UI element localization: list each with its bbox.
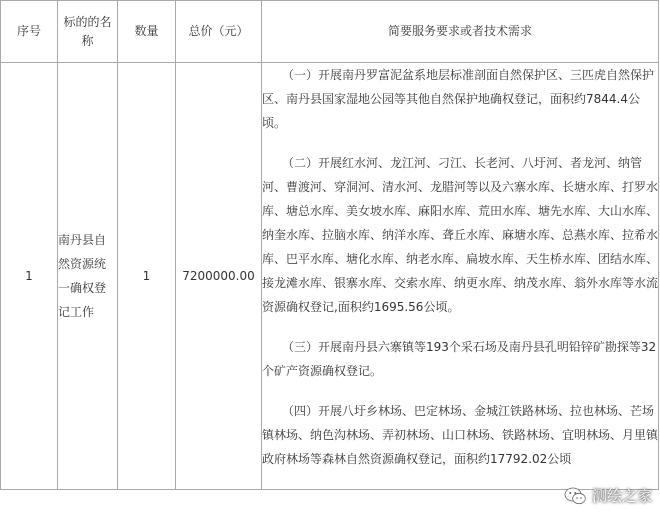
wechat-icon <box>564 487 586 505</box>
watermark-text: 测绘之家 <box>591 487 652 505</box>
cell-index: 1 <box>1 63 58 490</box>
watermark <box>564 485 652 506</box>
header-requirements: 简要服务要求或者技术需求 <box>262 1 659 63</box>
cell-price: 7200000.00 <box>176 63 262 490</box>
cell-name: 南丹县自然资源统一确权登记工作 <box>58 63 118 490</box>
requirement-paragraph-4: （四）开展八圩乡林场、巴定林场、金城江铁路林场、拉也林场、芒场镇林场、纳色沟林场、弄初林场、山口林场、铁路林场、宜明林场、月里镇政府林场等森林自然资源确权登记，面积约17792.02公顷 <box>262 404 659 466</box>
cell-quantity: 1 <box>118 63 176 490</box>
header-quantity: 数量 <box>118 1 176 63</box>
header-index: 序号 <box>1 1 58 63</box>
requirement-paragraph-1: （一）开展南丹罗富泥盆系地层标准剖面自然保护区、三匹虎自然保护区、南丹县国家湿地公园等其他自然保护地确权登记，面积约7844.4公顷。 <box>262 68 655 130</box>
header-name: 标的的名称 <box>58 1 118 63</box>
requirement-paragraph-2: （二）开展红水河、龙江河、刁江、长老河、八圩河、者龙河、纳管河、曹渡河、穿洞河、清水河、龙腊河等以及六寨水库、长塘水库、打罗水库、塘总水库、美女坡水库、麻阳水库、荒田水库、塘先水库、大山水库、纳奎水库、拉脑水库、纳洋水库、聋丘水库、麻塘水库、总燕水库、拉希水库、巴平水库、塘化水库、纳老水库、扁坡水库、天生桥水库、团结水库、接龙滩水库、银寨水库、交索水库、纳更水库、纳茂水库、翁外水库等水流资源确权登记,面积约1695.56公顷。 <box>262 156 659 314</box>
table-row <box>1 63 659 490</box>
table-header-row <box>1 1 659 63</box>
cell-requirements <box>262 63 659 490</box>
header-price: 总价（元） <box>176 1 262 63</box>
requirement-paragraph-3: （三）开展南丹县六寨镇等193个采石场及南丹县孔明铅锌矿勘探等32个矿产资源确权登记。 <box>262 340 657 378</box>
